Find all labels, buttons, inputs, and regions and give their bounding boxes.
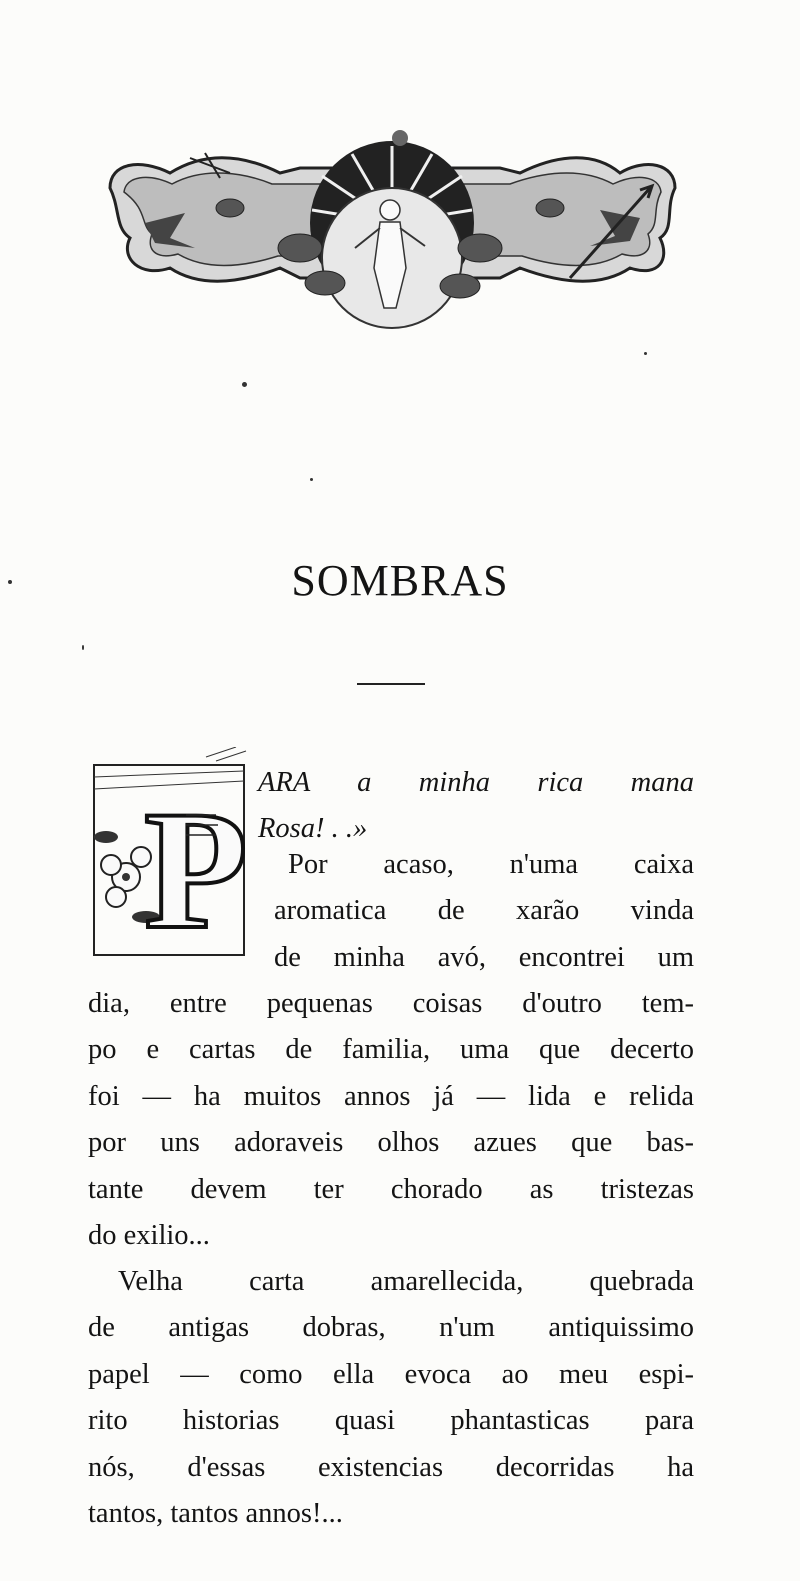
opening-line: ARA a minha rica mana [258, 767, 694, 798]
text-line: foi — ha muitos annos já — lida e relida [88, 1080, 694, 1112]
dropcap-initial-illustration [86, 747, 251, 962]
text-line: nós, d'essas existencias decorridas ha [88, 1451, 694, 1483]
paragraph-1-full [88, 981, 694, 1259]
opening-line: Rosa! . .» [258, 813, 368, 845]
text-line: aromatica de xarão vinda [274, 895, 694, 927]
paper-speck [310, 478, 313, 481]
text-line: Velha carta amarellecida, quebrada [118, 1266, 694, 1297]
text-line: rito historias quasi phantasticas para [88, 1405, 694, 1437]
headpiece-ornament-illustration [100, 118, 685, 338]
text-line: dia, entre pequenas coisas d'outro tem- [88, 988, 694, 1019]
dropcap-letter: P [144, 776, 248, 962]
text-line: po e cartas de familia, uma que decerto [88, 1034, 694, 1066]
text-line: Por acaso, n'uma caixa [288, 849, 694, 880]
text-line: do exilio... [88, 1219, 210, 1251]
paragraph-2 [88, 1259, 694, 1537]
paper-speck [82, 645, 84, 650]
paragraph-1-narrow [274, 842, 694, 981]
text-line: de antigas dobras, n'um antiquissimo [88, 1312, 694, 1344]
paper-speck [242, 382, 247, 387]
text-line: tantos, tantos annos!... [88, 1497, 343, 1529]
text-line: tante devem ter chorado as tristezas [88, 1173, 694, 1205]
title-rule [357, 683, 425, 685]
text-line: de minha avó, encontrei um [274, 941, 694, 973]
text-line: por uns adoraveis olhos azues que bas- [88, 1127, 694, 1159]
chapter-title: SOMBRAS [291, 556, 509, 605]
text-line: papel — como ella evoca ao meu espi- [88, 1358, 694, 1390]
opening-italic-block [258, 760, 694, 853]
paper-speck [644, 352, 647, 355]
